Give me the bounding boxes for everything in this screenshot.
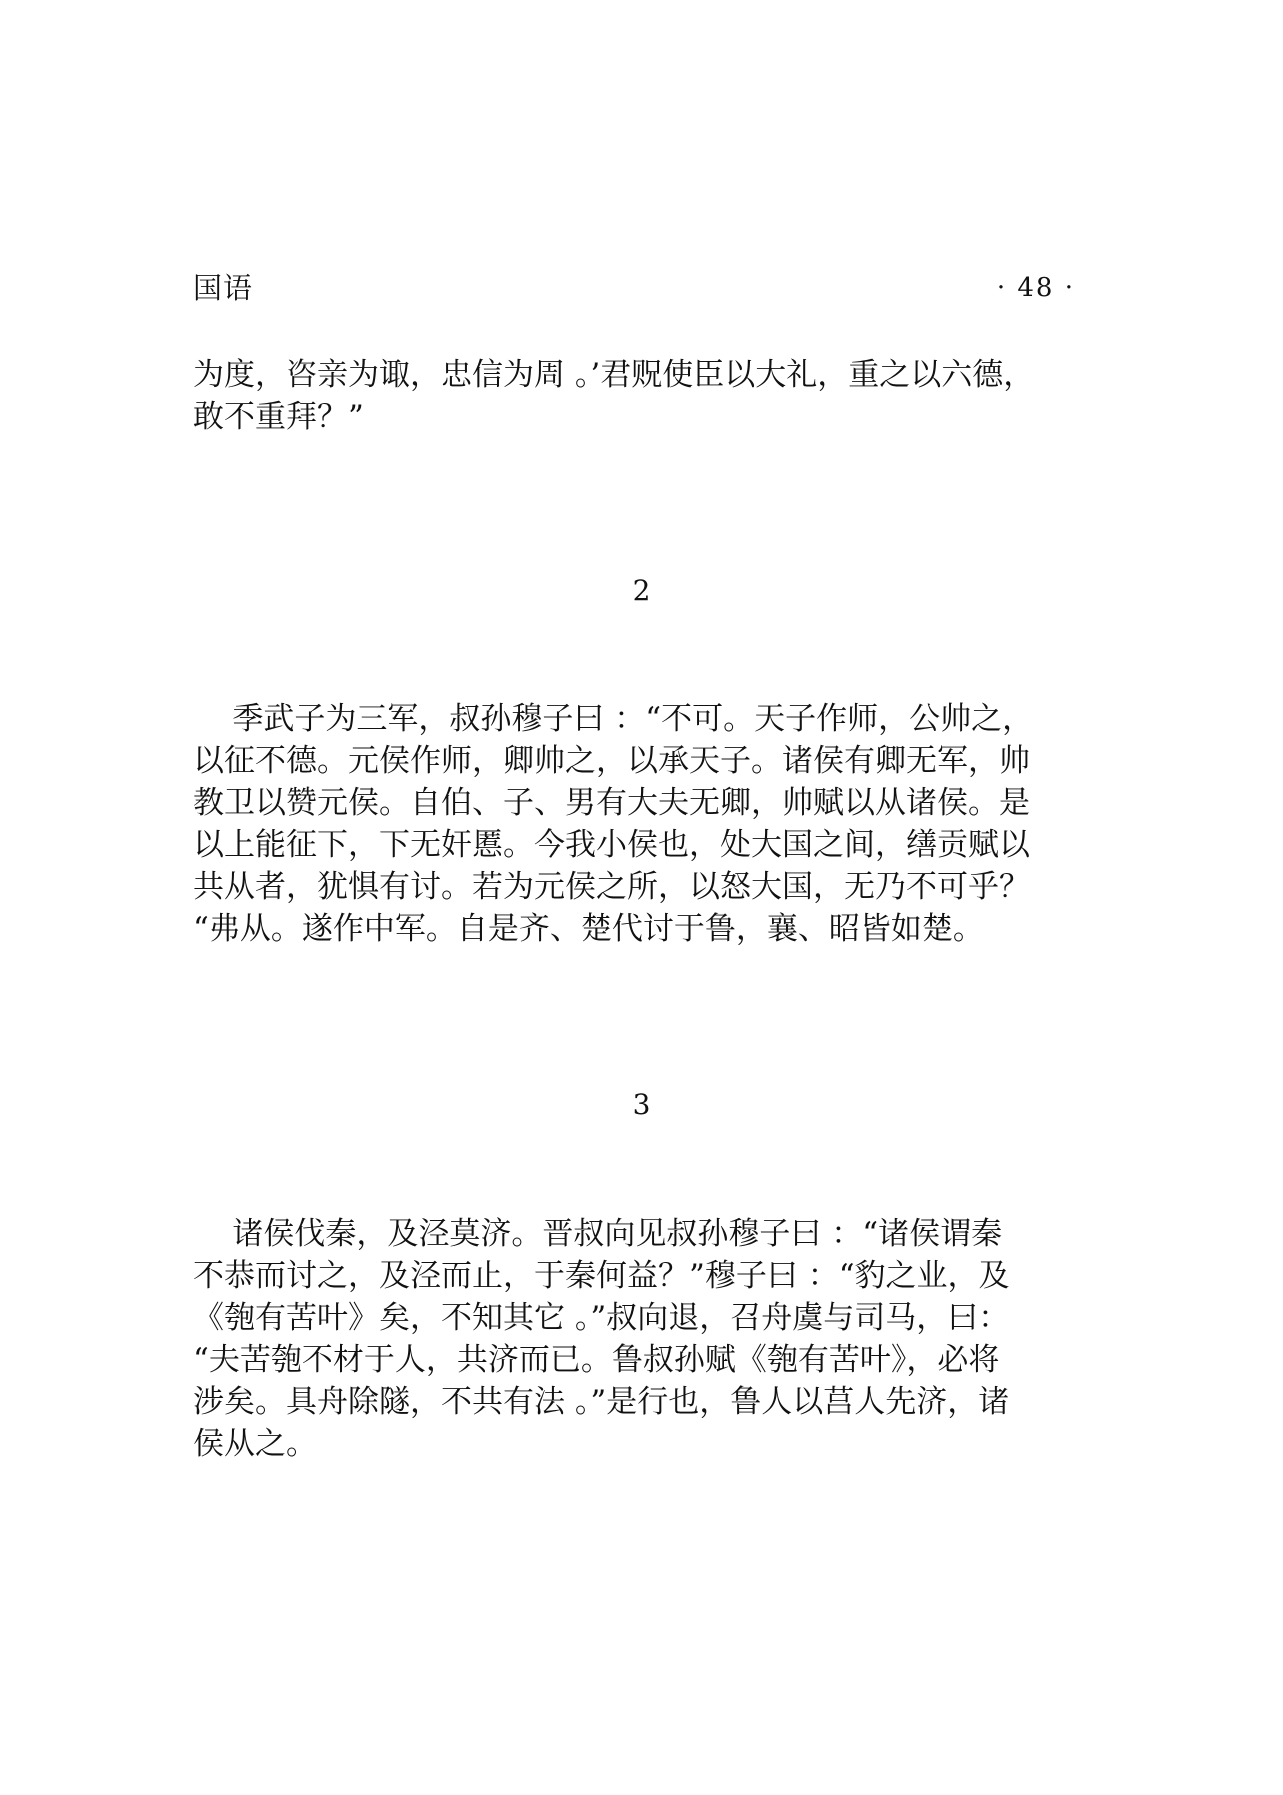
section-number: 3 [632, 1088, 651, 1121]
text-line: “弗从。遂作中军。自是齐、楚代讨于鲁，襄、昭皆如楚。 [193, 911, 984, 947]
continued-paragraph [193, 354, 1093, 438]
text-line: 《匏有苦叶》矣，不知其它 。”叔向退，召舟虞与司马，曰： [193, 1300, 1010, 1336]
page-number: · 48 · [996, 273, 1075, 303]
text-line: 侯从之。 [193, 1426, 317, 1462]
text-line: 敢不重拜？” [193, 399, 364, 435]
running-title: 国语 [193, 271, 254, 305]
text-line: 诸侯伐秦，及泾莫济。晋叔向见叔孙穆子曰 ：“诸侯谓秦 [193, 1216, 1003, 1252]
text-line: 以上能征下，下无奸慝。今我小侯也，处大国之间，缮贡赋以 [193, 827, 1030, 863]
text-line: “夫苦匏不材于人，共济而已。鲁叔孙赋《匏有苦叶》，必将 [193, 1342, 1000, 1378]
text-line: 教卫以赞元侯。自伯、子、男有大夫无卿，帅赋以从诸侯。是 [193, 785, 1030, 821]
text-line: 季武子为三军，叔孙穆子曰 ：“不可。天子作师，公帅之， [193, 701, 1034, 737]
text-line: 为度，咨亲为诹，忠信为周 。’君贶使臣以大礼，重之以六德， [193, 357, 1035, 393]
text-line: 以征不德。元侯作师，卿帅之，以承天子。诸侯有卿无军，帅 [193, 743, 1030, 779]
section-paragraph [193, 1213, 1093, 1465]
text-line: 不恭而讨之，及泾而止，于秦何益？”穆子曰 ：“豹之业，及 [193, 1258, 1010, 1294]
section-paragraph [193, 698, 1093, 950]
section-number: 2 [632, 574, 651, 607]
text-line: 涉矣。具舟除隧，不共有法 。”是行也，鲁人以莒人先济，诸 [193, 1384, 1010, 1420]
text-line: 共从者，犹惧有讨。若为元侯之所，以怒大国，无乃不可乎？ [193, 869, 1030, 905]
